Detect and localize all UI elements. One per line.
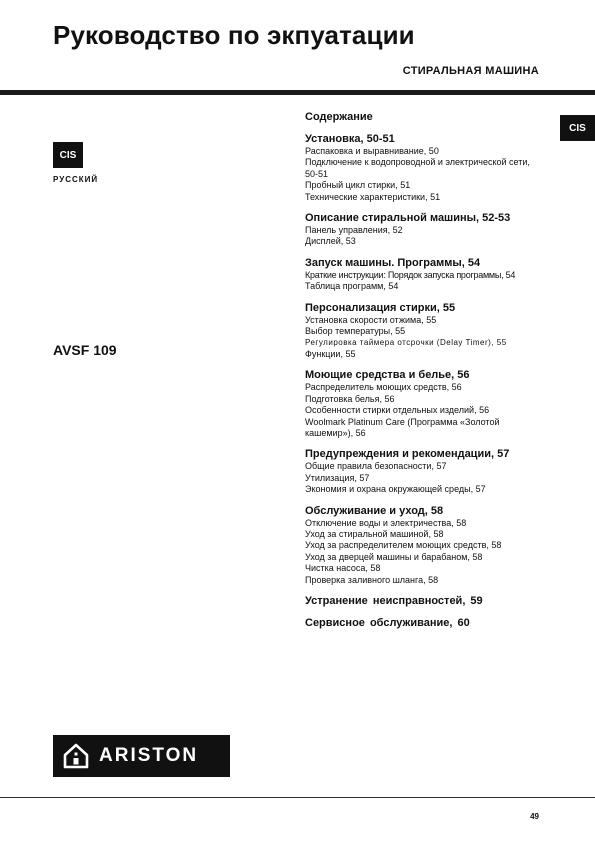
ariston-logo [53, 735, 230, 777]
region-tab: CIS [560, 115, 595, 141]
page-title: Руководство по экпуатации [53, 20, 415, 50]
table-of-contents [305, 111, 545, 638]
toc-section-description [305, 211, 545, 248]
toc-section-detergents [305, 368, 545, 439]
toc-item: Установка скорости отжима, 55 [305, 314, 437, 325]
logo-text: ARISTON [99, 745, 199, 766]
model-name: AVSF 109 [53, 342, 117, 358]
toc-item: Экономия и охрана окружающей среды, 57 [305, 484, 486, 495]
toc-section-title: Сервисное обслуживание, 60 [305, 616, 470, 629]
page-subtitle: СТИРАЛЬНАЯ МАШИНА [402, 65, 539, 77]
ariston-house-icon [63, 743, 89, 769]
toc-section-maintenance [305, 504, 545, 586]
toc-item: Подготовка белья, 56 [305, 393, 395, 404]
toc-item: Woolmark Platinum Care (Программа «Золотой кашемир»), 56 [305, 416, 500, 438]
toc-heading: Содержание [305, 111, 373, 123]
toc-section-start [305, 256, 545, 293]
toc-item: Уход за дверцей машины и барабаном, 58 [305, 551, 483, 562]
header-divider [0, 90, 595, 95]
language-badge: CIS [53, 142, 83, 168]
toc-section-service [305, 616, 545, 630]
toc-item: Функции, 55 [305, 348, 356, 359]
toc-section-title: Обслуживание и уход, 58 [305, 504, 444, 517]
toc-item: Распределитель моющих средств, 56 [305, 382, 462, 393]
toc-item: Панель управления, 52 [305, 225, 403, 236]
toc-item: Дисплей, 53 [305, 236, 356, 247]
toc-item: Уход за стиральной машиной, 58 [305, 528, 444, 539]
toc-section-personalization [305, 301, 545, 361]
footer-divider [0, 797, 595, 798]
toc-section-title: Моющие средства и белье, 56 [305, 369, 470, 382]
toc-section-title: Установка, 50-51 [305, 133, 395, 145]
toc-item: Регулировка таймера отсрочки (Delay Timer), 55 [305, 338, 507, 348]
toc-item: Утилизация, 57 [305, 472, 370, 483]
toc-section-title: Запуск машины. Программы, 54 [305, 256, 481, 269]
toc-section-title: Устранение неисправностей, 59 [305, 594, 483, 607]
toc-section-warnings [305, 447, 545, 495]
toc-item: Уход за распределителем моющих средств, 58 [305, 540, 502, 551]
toc-item: Таблица программ, 54 [305, 281, 399, 292]
page-number: 49 [530, 812, 539, 821]
toc-item: Технические характеристики, 51 [305, 191, 441, 202]
toc-section-title: Персонализация стирки, 55 [305, 301, 456, 314]
toc-item: Подключение к водопроводной и электрической сети, 50-51 [305, 157, 530, 179]
toc-item: Распаковка и выравнивание, 50 [305, 146, 439, 156]
toc-item: Отключение воды и электричества, 58 [305, 517, 467, 528]
toc-item: Краткие инструкции: Порядок запуска программы, 54 [305, 269, 516, 280]
toc-item: Проверка заливного шланга, 58 [305, 574, 439, 585]
language-label: РУССКИЙ [53, 175, 99, 184]
toc-item: Общие правила безопасности, 57 [305, 461, 447, 472]
toc-item: Чистка насоса, 58 [305, 563, 381, 574]
toc-section-troubleshooting [305, 594, 545, 608]
toc-section-title: Описание стиральной машины, 52-53 [305, 212, 511, 225]
toc-section-installation [305, 132, 545, 203]
toc-item: Выбор температуры, 55 [305, 326, 406, 337]
toc-section-title: Предупреждения и рекомендации, 57 [305, 448, 510, 461]
toc-item: Пробный цикл стирки, 51 [305, 180, 411, 191]
toc-item: Особенности стирки отдельных изделий, 56 [305, 405, 490, 416]
